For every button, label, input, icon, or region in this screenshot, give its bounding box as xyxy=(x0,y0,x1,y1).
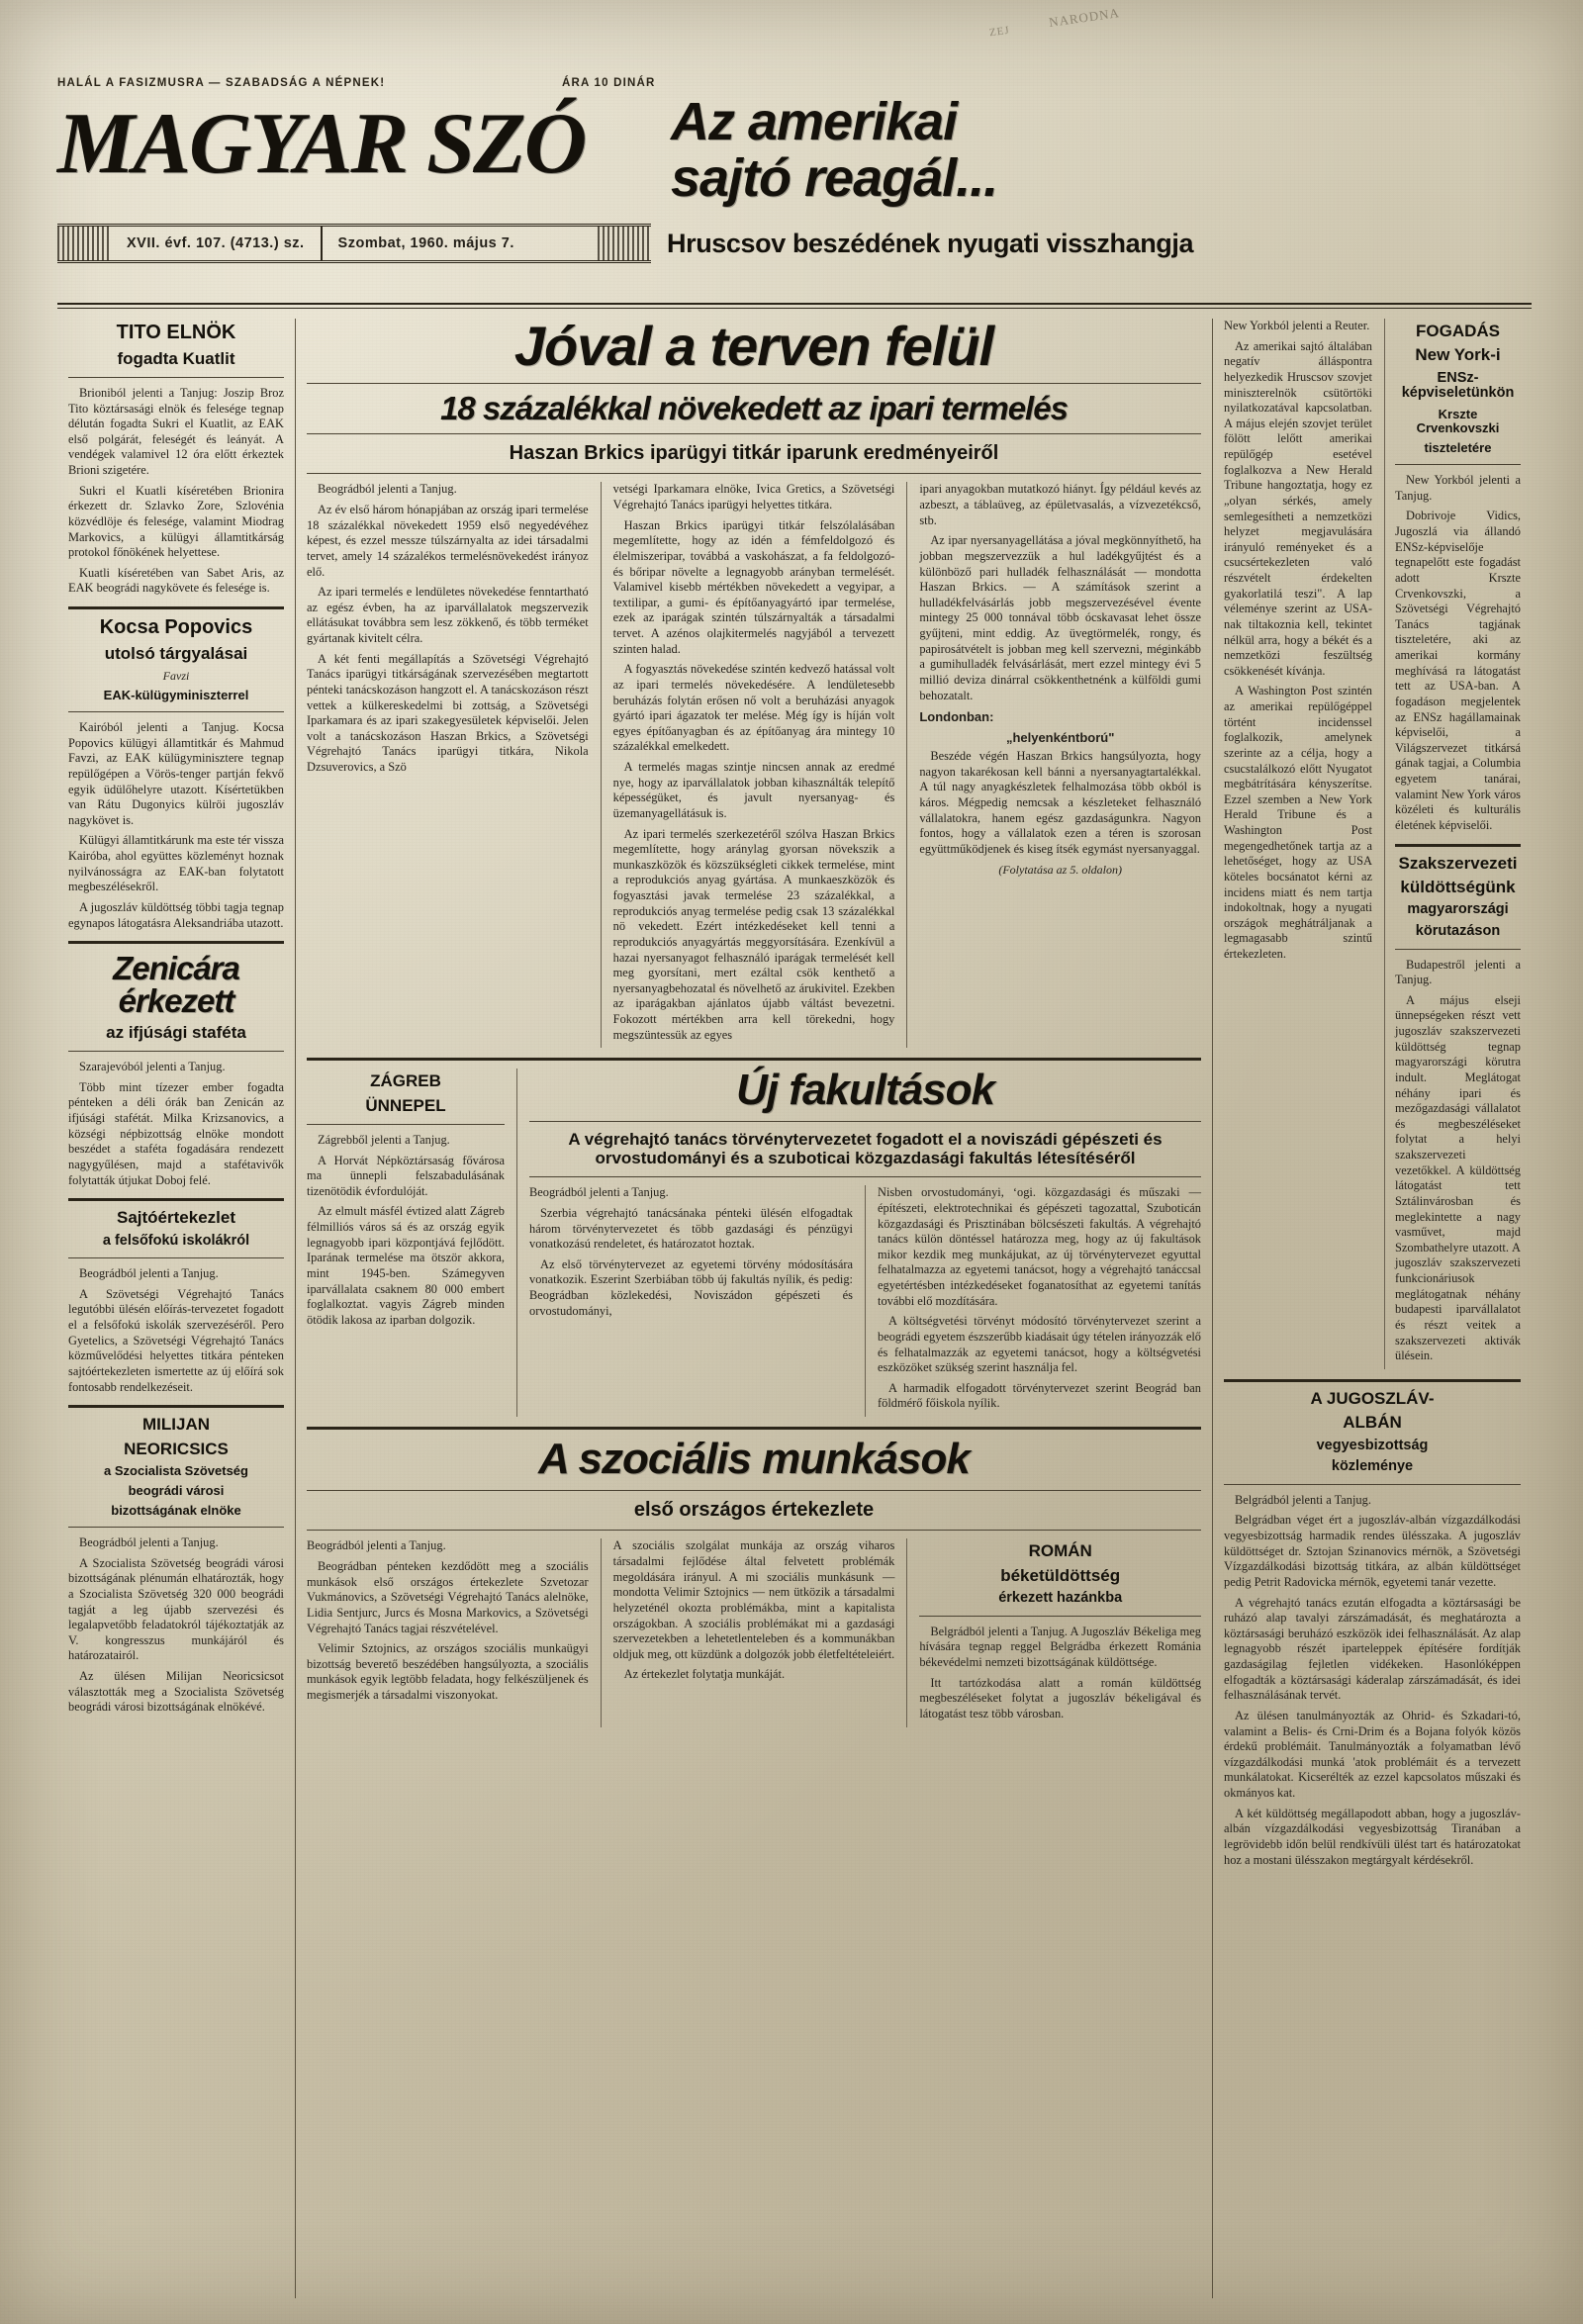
article-albán-p1: Belgrádból jelenti a Tanjug. xyxy=(1235,1492,1371,1507)
article-terv-col1 xyxy=(307,482,589,1048)
article-terv-col2 xyxy=(601,482,895,1048)
article-szakszervezeti-title3: magyarországi xyxy=(1407,901,1509,918)
divider xyxy=(68,941,284,944)
hatch-ornament-right xyxy=(598,227,651,260)
article-szakszervezeti-title2: küldöttségünk xyxy=(1400,877,1516,896)
article-szocialis-p1: Beográdból jelenti a Tanjug. xyxy=(307,1538,446,1553)
article-terv-p10: ipari anyagokban mutatkozó hiányt. Így például kevés az azbeszt, a táblaüveg, az épületvasalás, a vízvezetékcső, stb. xyxy=(919,482,1202,527)
column-right xyxy=(1212,319,1532,2298)
zagreb-and-szoc-left xyxy=(307,1069,505,1417)
article-sajto-p2: A Szövetségi Végrehajtó Tanács legutóbbi ülésén előírás-tervezetet fogadott el a felsőfokú iskolák szervezéséről. Pero Gyetelics, a Szövetségi Végrehajtó Tanács közművelődési helyettes titkára pénteken sajtóértekezleten ismertette az új előírá sok fontosabb rendelkezéseit. xyxy=(68,1286,284,1394)
article-terv-p1: Beográdból jelenti a Tanjug. xyxy=(318,482,457,497)
divider xyxy=(307,383,1201,384)
article-terv-p9: Az ipari termelés szerkezetéről szólva Haszan Brkics megemlítette, hogy aránylag gyorsan növekszik a munkaszközök és közszükségleti cikkek termelése, mint a reprodukciós anyag gyártása. A munkaeszközök és fogyasztási javak termelése 23 százalékkal, a reprodukciós anyag termelése pedig csak 13 százalékkal nö vekedett. Ezért intézkedéseket kell tenni a reprodukciós anyagyártás meggyorsítására. Ezenkívül a hazai nyersanyagot felhasználó iparágak termelését kell meg gyorsítani, mert ezáltal csök kenthető a nyersanyagbehozatal és növelhető az árukivitel. Ezekben az iparágakban ajánlatos újabb váltást bevezetni. Fokozott mértékben arra kell törekedni, hogy megszüntessük az egyes xyxy=(612,826,895,1042)
article-popovics-title3: EAK-külügyminiszterrel xyxy=(103,688,249,703)
article-szocialis-p5: Az értekezlet folytatja munkáját. xyxy=(623,1667,786,1682)
divider xyxy=(68,1527,284,1528)
article-sajto-title2: a felsőfokú iskolákról xyxy=(102,1232,250,1249)
article-roman-title3: érkezett hazánkba xyxy=(998,1590,1123,1607)
article-fakultasok-p2: Szerbia végrehajtó tanácsánaka pénteki ülésén elfogadtak három törvénytervezetet és több gazdasági és pénzügyi vonatkozású rendeletet, és határozatot hoztak. xyxy=(529,1205,853,1252)
handwritten-scribble-1: NARODNA xyxy=(1048,5,1121,30)
article-fogadas-title2: New York-i xyxy=(1415,345,1501,365)
article-terv-body xyxy=(307,482,1201,1048)
masthead-topline xyxy=(57,77,1532,89)
article-fakultasok-col2 xyxy=(865,1185,1201,1417)
article-szocialis-col1 xyxy=(307,1538,589,1726)
article-szocialis-body xyxy=(307,1538,1201,1726)
article-albán-p5: A két küldöttség megállapodott abban, hogy a jugoszláv-albán vízgazdálkodási vegyesbizottság Tiranában a legrövidebb időn belül rendkívüli ülést tart és határozatokat hoz a mostani ülésszakon megtárgyalt kérdésekről. xyxy=(1224,1806,1521,1867)
article-popovics-sub: Favzi xyxy=(162,669,190,684)
article-fakultasok-p4: Nisben orvostudományi, ‘ogi. közgazdasági és műszaki — építészeti, elektrotechnikai és gépészeti tagozattal, Szuboticán közgazdasági és Prisztinában bölcsészeti fakultás. A végrehajtó tanács külön döntéssel határozza meg, hogy az új fakultások mikor kezdik meg munkájukat, az új törvénytervezet egyuttal felhatalmazza az egyetemi tanácsot, hogy a végrehajtó tanáccsal egyetértésben intézkedéseket foganatosíthat az egyetemi tanítás további elő mozdítására. xyxy=(878,1185,1201,1308)
article-zagreb-p3: Az elmult másfél évtized alatt Zágreb félmilliós város sá és az ország egyik legnagyobb ipari központjává fejlődött. Iparának termelése ma ötször akkora, mint 1945-ben. Számegyven iparvállalata csaknem 80 000 embert foglalkoztat. vagyis Zágreb minden ötödik lakosa az iparban dolgozik. xyxy=(307,1204,505,1327)
article-fogadas-p1: New Yorkból jelenti a Tanjug. xyxy=(1395,473,1521,503)
article-fakultasok xyxy=(516,1066,1201,1417)
article-terv-sub-london2: „helyenkéntború" xyxy=(1005,730,1115,746)
divider xyxy=(1224,1379,1521,1382)
article-terv-headline: Jóval a terven felül xyxy=(513,315,994,377)
article-terv-p7: A fogyasztás növekedése szintén kedvező hatással volt az ipari termelés növekedésére. A lendületesebb beruházás folytán erősen nő volt a beruházási anyagok gyártó ipari ágazatok ter melése. Még így is híján volt egyes építőanyagban és az építőanyag ára mintegy 10 százalékkal emelkedett. xyxy=(612,662,895,754)
masthead-price: ÁRA 10 DINÁR xyxy=(562,77,656,89)
divider xyxy=(919,1616,1201,1617)
newspaper-logo: MAGYAR SZÓ xyxy=(57,96,586,192)
article-szocialis-headline: A szociális munkások xyxy=(538,1435,970,1484)
masthead-slogan: HALÁL A FASIZMUSRA — SZABADSÁG A NÉPNEK! xyxy=(57,77,386,89)
right-top-row xyxy=(1224,319,1521,1369)
article-zagreb-title1: ZÁGREB xyxy=(370,1071,441,1091)
article-fogadas-title4: Krszte Crvenkovszki xyxy=(1416,407,1500,436)
divider xyxy=(1395,464,1521,465)
article-milijan-p2: A Szocialista Szövetség beográdi városi bizottságának plénumán elhatározták, hogy a Szocialista Szövetség 320 000 beográdi tagját a leg újabb szervezési és legalapvetőbb feladatokról tájékoztatják az V. kongresszus munkájáról és határozatairól. xyxy=(68,1555,284,1663)
article-popovics-p2: Külügyi államtitkárunk ma este tér vissza Kairóba, ahol együttes közleményt hoznak nyilvánosságra az EAK-ban folytatott megbeszélésekről. xyxy=(68,833,284,894)
article-milijan-sub2: beográdi városi xyxy=(128,1482,225,1498)
article-terv-col3 xyxy=(906,482,1201,1048)
right-side-briefs xyxy=(1384,319,1521,1369)
article-zenica-p2: Több mint tízezer ember fogadta pénteken a déli órák ban Zenicán az ifjúsági stafétát. Milka Krizsanovics, a községi népbizottság elnöke mondott beszédet a staféta fogadására rendezett nagygyűlésen, majd a stafétavivők folytatták útjukat Doboj felé. xyxy=(68,1079,284,1187)
divider xyxy=(68,377,284,378)
divider xyxy=(307,1058,1201,1061)
article-albán-p3: A végrehajtó tanács ezután elfogadta a köztársasági be ruházó alap tavalyi zárszámadását, és meghatározta a köztársasági beruházó eszközök idei felhasználását. Az alap legnagyobb részét iparteleppek építésére fordítják gazdaságilag fejletlen vidékeken. Hasonlóképpen elfogadták a köztársasági káderalap zárszámadását, és idei felhasználásának tervét. xyxy=(1224,1595,1521,1703)
article-albán-title3: vegyesbizottság xyxy=(1316,1437,1429,1453)
divider xyxy=(1395,949,1521,950)
article-milijan-sub3: bizottságának elnöke xyxy=(111,1503,241,1519)
article-terv-sub-london: Londonban: xyxy=(919,709,994,725)
article-zagreb-title2: ÜNNEPEL xyxy=(365,1095,446,1115)
divider xyxy=(307,1530,1201,1531)
article-albán-title2: ALBÁN xyxy=(1343,1413,1402,1433)
article-terv-p3: Az ipari termelés e lendületes növekedése fenntartható az egész évben, ha az iparvállalatok megszervezik ellátásukat továbbra sem lesz zökkenő, és több terméket gyártanak kivitelt célra. xyxy=(307,585,589,646)
handwritten-scribble-2: ZEJ xyxy=(988,24,1011,40)
article-zenica-p1: Szarajevóból jelenti a Tanjug. xyxy=(79,1060,226,1074)
article-terv-p12: Beszéde végén Haszan Brkics hangsúlyozta, hogy nagyon takarékosan kell bánni a nyersanyagtartalékkal. A túl nagy anyagkészletek felhalmozása több okból is káros. Mégpedig nemcsak a készleteket felhasználó vállalatokra, hanem egész gazdaságunkra. Nagyon fontos, hogy a vállalatok ezen a téren is szorosan együttműködjenek és kiseg ítsék egymást nyersanyaggal. xyxy=(919,749,1202,856)
article-popovics-p3: A jugoszláv küldöttség többi tagja tegnap egynapos látogatásra Aleksandriába utazott. xyxy=(68,899,284,930)
article-amerikai-p3: A Washington Post szintén az amerikai repülőgéppel történt incidenssel foglalkozik, amelynek szerinte az a célja, hogy a csucstalálkozó előtt Nyugatot megbátrítására kényszerítse. Ezzel szemben a New York Herald Tribune és a Washington Post megengedhetőnek tartja az a lehetőséget, hogy az USA köteles bocsánatot kérni az incidens miatt és nem tartja indokoltnak, hogy a nyugati országok meghátráljanak a legmagasabb szintű értekezleten. xyxy=(1224,684,1372,961)
article-milijan-title2: NEORICSICS xyxy=(124,1439,229,1458)
article-terv-p8: A termelés magas szintje nincsen annak az eredmé nye, hogy az iparvállalatok jobban kihasználták telepítő képességüket, és javult nyersanyag- és üzemanyagellátásuk is. xyxy=(612,760,895,820)
column-left xyxy=(57,319,295,2298)
issue-number: XVII. évf. 107. (4713.) sz. xyxy=(127,235,305,252)
article-tito-p2: Sukri el Kuatli kíséretében Brionira érkezett dr. Szlavko Zore, Szlovénia közvédlöje és felesége, valamint Miodrag Markovics, a külügyi államtitkárság protokol főnökének helyettese. xyxy=(68,483,284,560)
article-zagreb-p1: Zágrebből jelenti a Tanjug. xyxy=(318,1132,450,1147)
article-zenica-title2: az ifjúsági staféta xyxy=(106,1023,246,1043)
divider xyxy=(68,606,284,609)
article-fakultasok-p3: Az első törvénytervezet az egyetemi törvény módosítására vonatkozik. Eszerint Szerbiában több új fakultás nyílik, és pedig: Beográdban közlekedési, Noviszádon gépészeti és orvostudományi, xyxy=(529,1256,853,1318)
article-popovics-p1: Kairóból jelenti a Tanjug. Kocsa Popovics külügyi államtitkár és Mahmud Favzi, az EAK külügyminisztere tegnap repülőgépen a Vörös-tenger partján fekvő egyik üdülőhelyre utazott. Kísértetükben van Rátu Dugonyics külröi jugoszláv nagykövet is. xyxy=(68,720,284,827)
article-fogadas-title3: ENSz-képviseletünkön xyxy=(1401,369,1515,402)
divider xyxy=(529,1176,1201,1177)
article-szocialis-p3: Velimir Sztojnics, az országos szociális munkaügyi bizottság beverető beszédében hangsúlyozta, a szociális munkások egyik legtöbb feladata, hogy felkészüljenek és megismerjék a társadalmi viszonyokat. xyxy=(307,1641,589,1703)
divider xyxy=(1224,1484,1521,1485)
divider xyxy=(307,1427,1201,1430)
article-fakultasok-headline: Új fakultások xyxy=(736,1066,994,1115)
article-zenica-title1: Zenicára érkezett xyxy=(113,950,239,1020)
article-fakultasok-p1: Beográdból jelenti a Tanjug. xyxy=(529,1185,669,1200)
issue-date: Szombat, 1960. május 7. xyxy=(337,235,514,252)
divider xyxy=(68,1198,284,1201)
article-terv-subhead: 18 százalékkal növekedett az ipari termelés xyxy=(440,390,1068,426)
article-terv-p11: Az ipar nyersanyagellátása a jóval megkönnyíthető, ha jobban megszervezzük a hul ladékgyűjtést és a különböző pari hulladék felhasználását — mondotta Haszan Brkics. — A számítások szerint a hulladékfelvásárlás jobb megszervezésével évente mintegy 25 000 tonnával több ócskavasat lehet össze gyűjteni, mint eddig. Az üvegtörmelék, rongy, és papirosátvételt is jobban meg kell szervezni, méginkább a gumihulladék felvásárlását, mert ezzel mintegy évi 5 millió deviza dinárral csökkenthetnénk a külföldi gumi behozatalt. xyxy=(919,533,1202,702)
masthead-rule-bottom xyxy=(57,308,1532,309)
article-popovics-title1: Kocsa Popovics xyxy=(99,616,253,639)
article-terv-p2: Az év első három hónapjában az ország ipari termelése 18 százalékkal növekedett 1959 első negyedévéhez képest, és ezzel messze túlszárnyalta az idei társadalmi tervet, amely 14 százalékos termelésnövekedést irányoz elő. xyxy=(307,503,589,579)
article-milijan-title1: MILIJAN xyxy=(142,1415,210,1435)
article-fakultasok-p6: A harmadik elfogadott törvénytervezet szerint Beográd ban földmérő főiskola nyílik. xyxy=(878,1380,1201,1411)
article-roman xyxy=(906,1538,1201,1726)
divider xyxy=(68,1405,284,1408)
article-terv-continuation: (Folytatása az 5. oldalon) xyxy=(998,862,1123,877)
article-albán-p4: Az ülésen tanulmányozták az Ohrid- és Szkadari-tó, valamint a Belis- és Crni-Drim és a Bojana folyók közös érdekű problémáit. Tanulmányozták a folyamatban lévő vízgazdálkodási munká 'atok problémáit és a tervezett munkálatokat. Kicserélték az ezzel kapcsolatos műszaki és okmányos kat. xyxy=(1224,1708,1521,1801)
article-sajto-title1: Sajtóértekezlet xyxy=(117,1208,235,1228)
article-szakszervezeti-title1: Szakszervezeti xyxy=(1398,853,1518,873)
divider xyxy=(68,1051,284,1052)
masthead-rule-top xyxy=(57,303,1532,305)
article-terv-p4: A két fenti megállapítás a Szövetségi Végrehajtó Tanács iparügyi titkárságának szervezésében megtartott pénteki tanácskozáson hangzott el. A tanácskozáson részt vettek a külkereskedelmi bi zottság, a Szövetségi Iparkamara és az ipari szakegyesületek képviselői. Jelen volt a tanácskozáson Haszan Brkics, a Szövetségi Végrehajtó Tanács iparügyi titkára, Nikola Dzsuverovics, a Szö xyxy=(307,651,589,775)
article-tito-p3: Kuatli kíséretében van Sabet Aris, az EAK beográdi nagykövete és felesége is. xyxy=(68,565,284,596)
article-tito-p1: Brioniból jelenti a Tanjug: Joszip Broz Tito köztársasági elnök és felesége tegnap délután fogadta Sukri el Kuatlit, az EAK első polgárát, feleségét és leányát. A vendégek valamivel 12 óra előtt érkeztek Brioni szigetére. xyxy=(68,385,284,478)
article-szocialis-subhead: első országos értekezlete xyxy=(633,1499,875,1522)
article-amerikai-p1: New Yorkból jelenti a Reuter. xyxy=(1224,319,1370,332)
article-roman-p1: Belgrádból jelenti a Tanjug. A Jugoszláv Békeliga meg hívására tegnap reggel Belgrádba érkezett Románia békevédelmi nemzeti bizottságának küldöttsége. xyxy=(919,1624,1202,1670)
lead-headline-block xyxy=(661,92,1532,209)
article-szakszervezeti-p2: A május elseji ünnepségeken részt vett jugoszláv szakszervezeti küldöttség tegnap magyarországi körutra indult. Meglátogat néhány ipari és mezőgazdasági vállalatot és megbeszéléseket folytat a helyi szakszervezeti vezetőkkel. A küldöttség látogatást tett Sztálinvárosban és meglekintette a nagy vasművet, majd Szombathelyre utazott. A jugoszláv szakszervezeti funkcionáriusok meglátogatnak néhány budapesti iparvállalatot és részt veitek a szakszervezeti aktivák ülésein. xyxy=(1395,992,1521,1363)
divider xyxy=(529,1121,1201,1122)
lead-subheadline: Hruscsov beszédének nyugati visszhangja xyxy=(667,228,1194,258)
article-albán-p2: Belgrádban véget ért a jugoszláv-albán vízgazdálkodási vegyesbizottság harmadik rendes ülésszaka. A jugoszláv küldöttséget dr. Sztojan Szinanovics mérnök, a Szövetségi Vízgazdálkodási bizottság titkára, az albán küldöttséget pedig Petrit Radovicka mérnök, egyetemi tanár vezette. xyxy=(1224,1513,1521,1589)
issue-bar xyxy=(57,224,651,263)
article-roman-title2: béketüldöttség xyxy=(1000,1565,1121,1585)
article-szocialis-col2 xyxy=(601,1538,895,1726)
article-albán-title4: közleménye xyxy=(1331,1458,1414,1475)
content-grid xyxy=(57,315,1532,2298)
article-milijan-sub1: a Szocialista Szövetség xyxy=(104,1462,248,1478)
article-szakszervezeti-title4: körutazáson xyxy=(1415,922,1501,939)
article-tito-title2: fogadta Kuatlit xyxy=(117,348,235,368)
divider xyxy=(307,1124,505,1125)
article-fakultasok-p5: A költségvetési törvényt módosító törvénytervezet szerint a beográdi egyetem észszerűbb kiadásait úgy tételen irányozzák elő és felhatalmazzák az egyetemi tanácsot, hogy a költségvetési eszközöket szükség szerint használja fel. xyxy=(878,1314,1201,1375)
article-fogadas-title1: FOGADÁS xyxy=(1416,322,1500,340)
article-terv-p5: vetségi Iparkamara elnöke, Ivica Gretics, a Szövetségi Végrehajtó Tanács iparügyi helyettes titkára. xyxy=(612,482,895,512)
hatch-ornament-left xyxy=(57,227,111,260)
article-terv-subhead2: Haszan Brkics iparügyi titkár iparunk eredményeiről xyxy=(509,442,999,464)
masthead xyxy=(57,77,1532,295)
article-fakultasok-body xyxy=(529,1185,1201,1417)
column-center xyxy=(295,315,1212,2298)
article-roman-title1: ROMÁN xyxy=(1028,1541,1092,1561)
lead-headline-line1: Az amerikai xyxy=(671,92,958,151)
article-roman-p2: Itt tartózkodása alatt a román küldöttség megbeszéléseket folytat a jugoszláv békeligával és látogatást tesz több városban. xyxy=(919,1675,1202,1720)
masthead-logo-row xyxy=(57,92,1532,209)
article-amerikai-p2: Az amerikai sajtó általában negatív álláspontra helyezkedik Hruscsov szovjet miniszterelnök csütörtöki nyilatkozatával kapcsolatban. A május elején szovjet terület fölött lelőtt amerikai repülőgép esetével foglalkozva a New Herald Tribune hangoztatja, hogy ez „olyan sérkés, amely semlegesítheti a nemzetközi helyzet megjavulására irányuló reményeket és a csucsértekezleten való részvételt érdekelten gyakorlatilá teszi". A lap véleménye szerint az USA-nak tiltakoznia kell, tekintet nélkül arra, hogy a békét és a nemzetközi feszültség csökkenését kívánja. xyxy=(1224,338,1372,678)
article-szocialis-p4: A szociális szolgálat munkája az ország viharos társadalmi fejlődése által felvetett problémák megoldására irányul. A mi szociális munkásunk — mondotta Velimir Sztojnics — nem ütközik a társadalmi helyzeténél okozta problémákba, mint a kapitalista országokban. A szociális problémákat mi a gazdasági szervezetekben a lehetetlenteleben és a kommunákban oldjuk meg, ott küzdünk a dolgozók jobb életfeltételeiért. xyxy=(612,1538,895,1661)
divider xyxy=(307,1490,1201,1491)
issue-row xyxy=(57,224,1532,263)
article-szakszervezeti-p1: Budapestről jelenti a Tanjug. xyxy=(1395,957,1521,987)
lead-headline-line2: sajtó reagál... xyxy=(671,148,998,209)
divider xyxy=(68,1257,284,1258)
article-fogadas-title5: tiszteletére xyxy=(1424,440,1492,456)
article-albán-title1: A JUGOSZLÁV- xyxy=(1310,1388,1435,1408)
article-tito-title1: TITO ELNÖK xyxy=(116,322,236,343)
article-milijan-p1: Beográdból jelenti a Tanjug. xyxy=(79,1535,219,1550)
article-amerikai-sajto xyxy=(1224,319,1372,1369)
lower-center-row xyxy=(307,1066,1201,1417)
divider xyxy=(307,433,1201,434)
article-fakultasok-subhead: A végrehajtó tanács törvénytervezetet fogadott el a noviszádi gépészeti és orvostudományi és a szuboticai közgazdasági fakultás létesítéséről xyxy=(568,1130,1163,1168)
article-popovics-title2: utolsó tárgyalásai xyxy=(104,643,248,663)
divider xyxy=(1395,844,1521,847)
article-fogadas-p2: Dobrivoje Vidics, Jugoszlá via állandó ENSz-képviselője tegnapelőtt este fogadást adott Krszte Crvenkovszki, a Szövetségi Végrehajtó Tanács tagjának tiszteletére, aki az amerikai kormány meghívásá ra látogatást tett az USA-ban. A fogadáson megjelentek az ENSz hagállamainak képviselői, a Világszervezet titkársá gának tagjai, a Columbia egyetem tanárai, valamint New York város közéleti és kulturális életének képviselői. xyxy=(1395,509,1521,832)
divider xyxy=(307,473,1201,474)
article-milijan-p3: Az ülésen Milijan Neoricsicsot választották meg a Szocialista Szövetség beográdi városi bizottságának elnökévé. xyxy=(68,1669,284,1715)
article-sajto-p1: Beográdból jelenti a Tanjug. xyxy=(79,1266,219,1281)
article-zagreb-p2: A Horvát Népköztársaság fővárosa ma ünnepli felszabadulásának tizenötödik évfordulóját. xyxy=(307,1153,505,1198)
article-szocialis-p2: Beográdban pénteken kezdődött meg a szociális munkások első országos értekezlete Szvetozar Vukmánovics, a Szövetségi Végrehajtó Tanács alelnöke, Lidia Sentjurc, Jurcs és Mosna Markovics, a Szövetségi Végrehajtó Tanács tagjai részvételével. xyxy=(307,1559,589,1635)
article-fakultasok-col1 xyxy=(529,1185,853,1417)
article-terv-p6: Haszan Brkics iparügyi titkár felszólalásában megemlítette, hogy az idén a fémfeldolgozó és élelmiszeripar, továbbá a vaskohászat, a fa feldolgozó- és bőripar növelte a legnagyobb arányban termelését. Valamivel kisebb mértékben növekedett a vegyipar, a textilipar, a gumi- és építőanyagyártó ipar termelése, ezek az iparágak szintén túlszárnyalták a társadalmi tervet. A azénos olajkitermelés nagyjából a tervezett szinten halad. xyxy=(612,517,895,656)
divider xyxy=(68,711,284,712)
